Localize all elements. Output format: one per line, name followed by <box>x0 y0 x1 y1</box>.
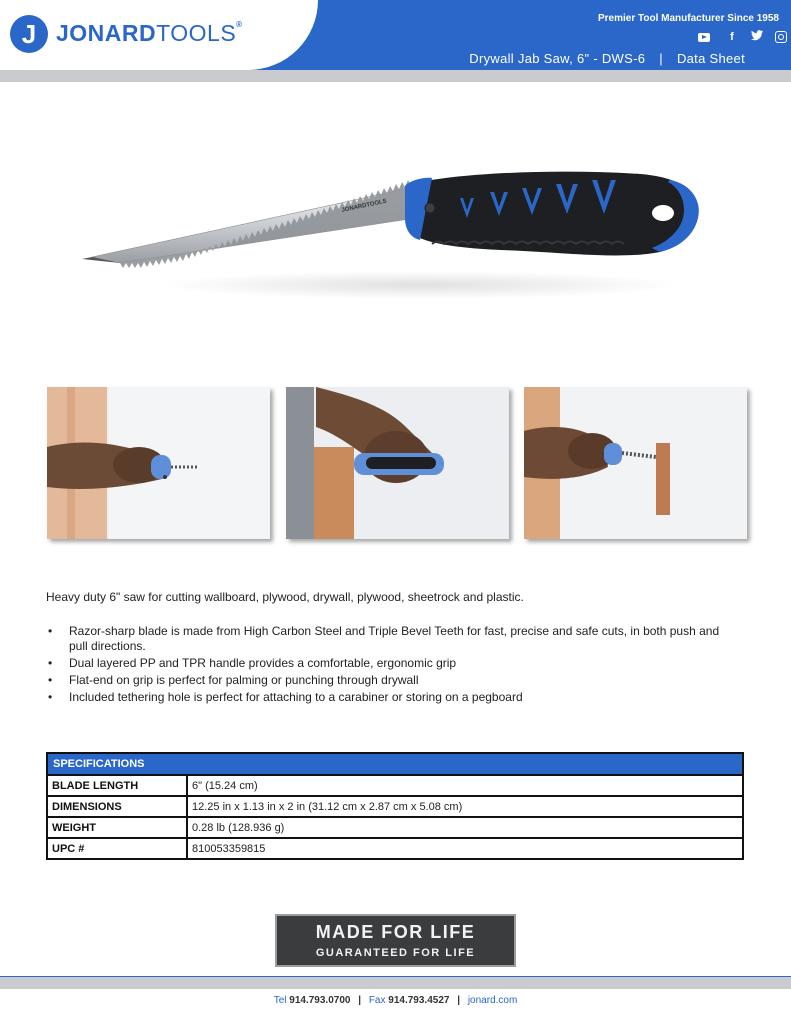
social-links <box>591 30 781 44</box>
footer-separator: | <box>457 995 461 1006</box>
website-link[interactable]: jonard.com <box>467 995 518 1006</box>
spec-label: WEIGHT <box>47 817 187 838</box>
table-row <box>47 796 743 817</box>
usage-photo-1 <box>47 387 270 539</box>
feature-item: • Razor-sharp blade is made from High Carbon Steel and Triple Bevel Teeth for fast, precise and safe cuts, in both push and pull directions. <box>46 624 736 654</box>
specifications-table <box>46 752 744 860</box>
fax-number: 914.793.4527 <box>388 995 450 1006</box>
feature-list <box>46 624 736 707</box>
spec-value: 12.25 in x 1.13 in x 2 in (31.12 cm x 2.87 cm x 5.08 cm) <box>187 796 743 817</box>
fax-label: Fax <box>368 995 386 1006</box>
tel-label: Tel <box>273 995 287 1006</box>
facebook-icon[interactable]: f <box>730 31 734 43</box>
spec-value: 810053359815 <box>187 838 743 859</box>
product-intro: Heavy duty 6" saw for cutting wallboard, plywood, drywall, plywood, sheetrock and plastic. <box>46 590 524 604</box>
instagram-icon[interactable] <box>775 31 787 43</box>
footer-divider-band <box>0 976 791 989</box>
twitter-icon[interactable] <box>751 30 763 45</box>
feature-item: • Dual layered PP and TPR handle provides a comfortable, ergonomic grip <box>46 656 736 671</box>
page-header <box>0 0 791 70</box>
tagline: Premier Tool Manufacturer Since 1958 <box>598 13 779 24</box>
header-divider-band <box>0 70 791 82</box>
brand-bold: JONARD <box>56 20 157 46</box>
document-title <box>469 51 745 66</box>
usage-photo-2 <box>286 387 509 539</box>
jonard-logo-icon: J <box>10 15 48 53</box>
made-for-life-badge <box>275 914 516 967</box>
spec-value: 0.28 lb (128.936 g) <box>187 817 743 838</box>
specifications-heading: SPECIFICATIONS <box>47 753 743 775</box>
table-row <box>47 775 743 796</box>
spec-label: UPC # <box>47 838 187 859</box>
table-row <box>47 838 743 859</box>
badge-line-1: MADE FOR LIFE <box>315 922 476 942</box>
usage-photo-3 <box>524 387 747 539</box>
youtube-icon[interactable] <box>698 33 710 42</box>
footer-contact <box>0 995 791 1006</box>
product-title: Drywall Jab Saw, 6" - DWS-6 <box>469 51 646 66</box>
blade-brand-text: JONARDTOOLS <box>341 198 388 214</box>
badge-line-2: GUARANTEED FOR LIFE <box>315 947 476 959</box>
brand-light: TOOLS <box>156 20 237 46</box>
title-separator: | <box>659 51 663 66</box>
feature-item: • Included tethering hole is perfect for attaching to a carabiner or storing on a pegboard <box>46 690 736 705</box>
footer-separator: | <box>358 995 362 1006</box>
logo-panel <box>0 0 318 70</box>
feature-item: • Flat-end on grip is perfect for palming or punching through drywall <box>46 673 736 688</box>
doc-type: Data Sheet <box>676 51 745 66</box>
spec-label: BLADE LENGTH <box>47 775 187 796</box>
tel-number[interactable]: 914.793.0700 <box>289 995 351 1006</box>
table-row <box>47 817 743 838</box>
spec-label: DIMENSIONS <box>47 796 187 817</box>
product-image-jab-saw <box>80 160 710 310</box>
brand-logo-text: JONARDTOOLS® <box>56 20 243 46</box>
spec-value: 6" (15.24 cm) <box>187 775 743 796</box>
